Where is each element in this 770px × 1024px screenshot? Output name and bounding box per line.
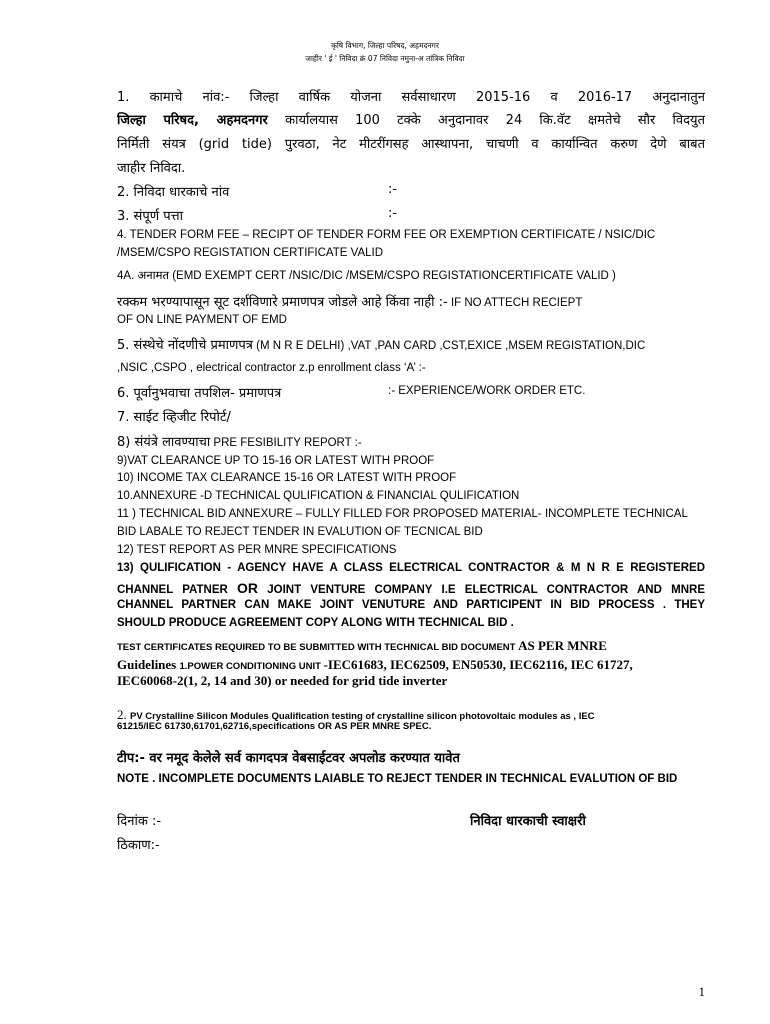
item-1-line-1: 1. कामाचे नांव:- जिल्हा वार्षिक योजना सर्वसाधारण 2015-16 व 2016-17 अनुदानातुन [117, 90, 705, 105]
power-conditioning-unit-label: 1.POWER CONDITIONING UNIT [179, 661, 324, 672]
item-4a-line-2 [117, 291, 705, 310]
page-number: 1 [698, 984, 705, 999]
bidder-signature-label: निविदा धारकाची स्वाक्षरी [470, 814, 586, 829]
item-11-line-2: BID LABALE TO REJECT TENDER IN EVALUTION OF TECNICAL BID [117, 526, 483, 538]
item-4a-line-2-marathi: रक्कम भरण्यापासून सूट दर्शविणारे प्रमाणपत्र जोडले आहे किंवा नाही :- [117, 295, 448, 310]
item-1-line-4: जाहीर निविदा. [117, 161, 186, 176]
test-guidelines-label: Guidelines [117, 657, 180, 672]
item-10: 10) INCOME TAX CLEARANCE 15-16 OR LATEST WITH PROOF [117, 472, 457, 484]
item-5-line-1 [117, 334, 705, 353]
item-8 [117, 431, 705, 450]
item-13-line-2a: CHANNEL PATNER [117, 584, 238, 596]
note-english: NOTE . INCOMPLETE DOCUMENTS LAIABLE TO REJECT TENDER IN TECHNICAL EVALUTION OF BID [117, 773, 678, 785]
item-6-label: 6. पूर्वानुभवाचा तपशिल- प्रमाणपत्र [117, 386, 282, 401]
test-certificates-line-3: IEC60068-2(1, 2, 14 and 30) or needed for grid tide inverter [117, 673, 448, 688]
item-9: 9)VAT CLEARANCE UP TO 15-16 OR LATEST WITH PROOF [117, 455, 435, 467]
item-6-separator: :- EXPERIENCE/WORK ORDER ETC. [388, 385, 586, 397]
header-line-1: कृषि विभाग, जिल्हा परिषद, अहमदनगर [331, 41, 439, 50]
item-1-line-3: निर्मिती संयत्र (grid tide) पुरवठा, नेट मीटरींगसह आस्थापना, चाचणी व कार्यान्वित करुण देणे बाबत [117, 137, 705, 152]
item-10-annexure: 10.ANNEXURE -D TECHNICAL QULIFICATION & FINANCIAL QULIFICATION [117, 490, 520, 502]
item-4a-line-3: OF ON LINE PAYMENT OF EMD [117, 314, 287, 326]
item-4-line-1: 4. TENDER FORM FEE – RECIPT OF TENDER FORM FEE OR EXEMPTION CERTIFICATE / NSIC/DIC [117, 229, 656, 241]
test-certificates-mnre: AS PER MNRE [518, 638, 607, 653]
pv-modules-line-2: 61215/IEC 61730,61701,62716,specifications OR AS PER MNRE SPEC. [117, 721, 432, 732]
date-label: दिनांक :- [117, 814, 162, 829]
place-label: ठिकाण:- [117, 838, 160, 853]
pv-modules-number: 2. [117, 707, 130, 722]
item-5-english: (M N R E DELHI) ,VAT ,PAN CARD ,CST,EXICE ,MSEM REGISTATION,DIC [252, 340, 646, 352]
item-3-label: 3. संपूर्ण पत्ता [117, 209, 183, 224]
item-4a-line-1: 4A. अनामत (EMD EXEMPT CERT /NSIC/DIC /MSEM/CSPO REGISTATIONCERTIFICATE VALID ) [117, 270, 616, 282]
item-1-bold-office: जिल्हा परिषद, अहमदनगर [117, 113, 268, 128]
pv-modules-text: PV Crystalline Silicon Modules Qualification testing of crystalline silicon photovoltaic modules as , IEC [130, 711, 595, 722]
item-11-line-1: 11 ) TECHNICAL BID ANNEXURE – FULLY FILLED FOR PROPOSED MATERIAL- INCOMPLETE TECHNICAL [117, 508, 688, 520]
item-4-line-2: /MSEM/CSPO REGISTATION CERTIFICATE VALID [117, 247, 384, 259]
item-13-line-1: 13) QULIFICATION - AGENCY HAVE A CLASS ELECTRICAL CONTRACTOR & M N R E REGISTERED [117, 562, 705, 574]
item-5-marathi: 5. संस्थेचे नोंदणीचे प्रमाणपत्र [117, 338, 253, 353]
test-certificates-heading: TEST CERTIFICATES REQUIRED TO BE SUBMITTED WITH TECHNICAL BID DOCUMENT [117, 642, 519, 653]
test-certificates-line-2 [117, 654, 705, 673]
item-13-line-3: CHANNEL PARTNER CAN MAKE JOINT VENUTURE AND PARTICIPENT IN BID PROCESS . THEY [117, 599, 705, 611]
item-1-line-2-rest: कार्यालयास 100 टक्के अनुदानावर 24 कि.वॅट क्षमतेचे सौर विदयुत [267, 113, 705, 128]
item-1-line-2 [117, 110, 705, 128]
item-12: 12) TEST REPORT AS PER MNRE SPECIFICATIONS [117, 544, 397, 556]
note-marathi: टीप:- वर नमूद केलेले सर्व कागदपत्र वेबसाईटवर अपलोड करण्यात यावेत [117, 751, 460, 766]
item-13-or: OR [237, 580, 259, 596]
item-8-english: PRE FESIBILITY REPORT :- [210, 437, 362, 449]
item-5-line-2: ,NSIC ,CSPO , electrical contractor z.p enrollment class ‘A’ :- [117, 362, 426, 374]
power-conditioning-standards: -IEC61683, IEC62509, EN50530, IEC62116, IEC 61727, [323, 657, 633, 672]
item-4a-line-2-english: IF NO ATTECH RECIEPT [447, 297, 583, 309]
item-13-line-2b: JOINT VENTURE COMPANY I.E ELECTRICAL CONTRACTOR AND MNRE [258, 584, 705, 596]
header-line-2: जाहीर ' ई ' निविदा क्रं 07 निविदा नमुना-अ तांत्रिक निविदा [305, 54, 465, 63]
item-3-separator: :- [388, 206, 398, 221]
item-8-marathi: 8) संयंत्रे लावण्याचा [117, 435, 211, 450]
item-2-separator: :- [388, 182, 398, 197]
item-7: 7. साईट व्हिजीट रिपोर्ट/ [117, 410, 231, 425]
item-13-line-4: SHOULD PRODUCE AGREEMENT COPY ALONG WITH TECHNICAL BID . [117, 617, 514, 629]
item-2-label: 2. निविदा धारकाचे नांव [117, 185, 230, 200]
item-13-line-2 [117, 580, 705, 596]
test-certificates-line-1 [117, 635, 705, 654]
